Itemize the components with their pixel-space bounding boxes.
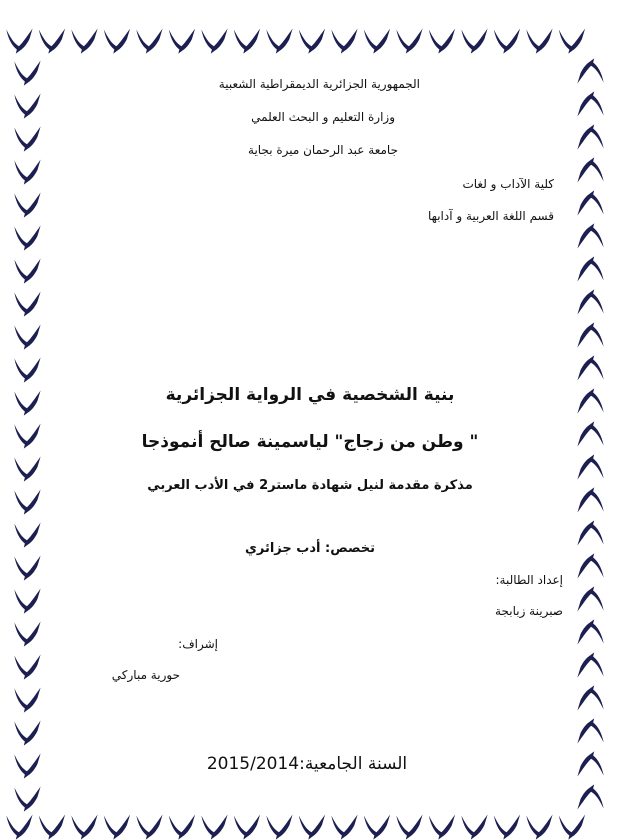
swallow-bird-icon xyxy=(577,355,603,380)
swallow-bird-icon xyxy=(364,28,390,53)
swallow-bird-icon xyxy=(14,489,40,514)
swallow-bird-icon xyxy=(14,588,40,613)
swallow-bird-icon xyxy=(6,814,32,839)
swallow-bird-icon xyxy=(494,814,520,839)
swallow-bird-icon xyxy=(396,814,422,839)
swallow-bird-icon xyxy=(577,223,603,248)
swallow-bird-icon xyxy=(14,93,40,118)
swallow-bird-icon xyxy=(104,814,130,839)
swallow-bird-icon xyxy=(526,814,552,839)
swallow-bird-icon xyxy=(299,28,325,53)
specialty: تخصص: أدب جزائري xyxy=(244,541,376,556)
swallow-bird-icon xyxy=(396,28,422,53)
swallow-bird-icon xyxy=(14,687,40,712)
swallow-bird-icon xyxy=(234,28,260,53)
swallow-bird-icon xyxy=(14,258,40,283)
swallow-bird-icon xyxy=(14,324,40,349)
swallow-bird-icon xyxy=(577,454,603,479)
department-name: قسم اللغة العربية و آدابها xyxy=(428,209,554,223)
swallow-bird-icon xyxy=(14,192,40,217)
swallow-bird-icon xyxy=(494,28,520,53)
swallow-bird-icon xyxy=(14,555,40,580)
swallow-bird-icon xyxy=(331,28,357,53)
ministry-name: وزارة التعليم و البحث العلمي xyxy=(251,110,395,124)
supervisor-name: حورية مباركي xyxy=(111,668,180,682)
swallow-bird-icon xyxy=(234,814,260,839)
swallow-bird-icon xyxy=(169,28,195,53)
swallow-bird-icon xyxy=(429,28,455,53)
academic-year: السنة الجامعية:2015/2014 xyxy=(206,754,408,774)
swallow-bird-icon xyxy=(14,357,40,382)
prepared-by-label: إعداد الطالبة: xyxy=(495,573,563,587)
swallow-bird-icon xyxy=(14,159,40,184)
swallow-bird-icon xyxy=(331,814,357,839)
swallow-bird-icon xyxy=(14,225,40,250)
swallow-bird-icon xyxy=(429,814,455,839)
swallow-bird-icon xyxy=(14,621,40,646)
swallow-bird-icon xyxy=(364,814,390,839)
swallow-bird-icon xyxy=(14,654,40,679)
republic-name: الجمهورية الجزائرية الديمقراطية الشعبية xyxy=(218,77,420,91)
swallow-bird-icon xyxy=(136,814,162,839)
thesis-title-line2: " وطن من زجاج" لياسمينة صالح أنموذجا xyxy=(141,432,479,452)
swallow-bird-icon xyxy=(201,814,227,839)
swallow-bird-icon xyxy=(39,814,65,839)
swallow-bird-icon xyxy=(71,814,97,839)
swallow-bird-icon xyxy=(577,685,603,710)
swallow-bird-icon xyxy=(266,814,292,839)
swallow-bird-icon xyxy=(169,814,195,839)
swallow-bird-icon xyxy=(14,720,40,745)
swallow-bird-icon xyxy=(6,28,32,53)
thesis-title-line1: بنية الشخصية في الرواية الجزائرية xyxy=(165,385,455,405)
university-name: جامعة عبد الرحمان ميرة بجاية xyxy=(248,143,398,157)
swallow-bird-icon xyxy=(577,256,603,281)
student-name: صبرينة زبابجة xyxy=(495,604,563,618)
swallow-bird-icon xyxy=(559,28,585,53)
swallow-bird-icon xyxy=(104,28,130,53)
swallow-bird-icon xyxy=(71,28,97,53)
swallow-bird-icon xyxy=(14,291,40,316)
swallow-bird-icon xyxy=(577,322,603,347)
swallow-bird-icon xyxy=(14,60,40,85)
swallow-bird-icon xyxy=(299,814,325,839)
swallow-bird-icon xyxy=(559,814,585,839)
faculty-name: كلية الآداب و لغات xyxy=(462,177,554,191)
swallow-bird-icon xyxy=(201,28,227,53)
swallow-bird-icon xyxy=(577,784,603,809)
swallow-bird-icon xyxy=(266,28,292,53)
swallow-bird-icon xyxy=(526,28,552,53)
thesis-subtitle: مذكرة مقدمة لنيل شهادة ماستر2 في الأدب العربي xyxy=(147,478,473,493)
swallow-bird-icon xyxy=(461,28,487,53)
supervision-label: إشراف: xyxy=(178,637,218,651)
swallow-bird-icon xyxy=(136,28,162,53)
swallow-bird-icon xyxy=(39,28,65,53)
swallow-bird-icon xyxy=(577,718,603,743)
swallow-bird-icon xyxy=(577,289,603,314)
swallow-bird-icon xyxy=(14,126,40,151)
swallow-bird-icon xyxy=(14,786,40,811)
swallow-bird-icon xyxy=(461,814,487,839)
